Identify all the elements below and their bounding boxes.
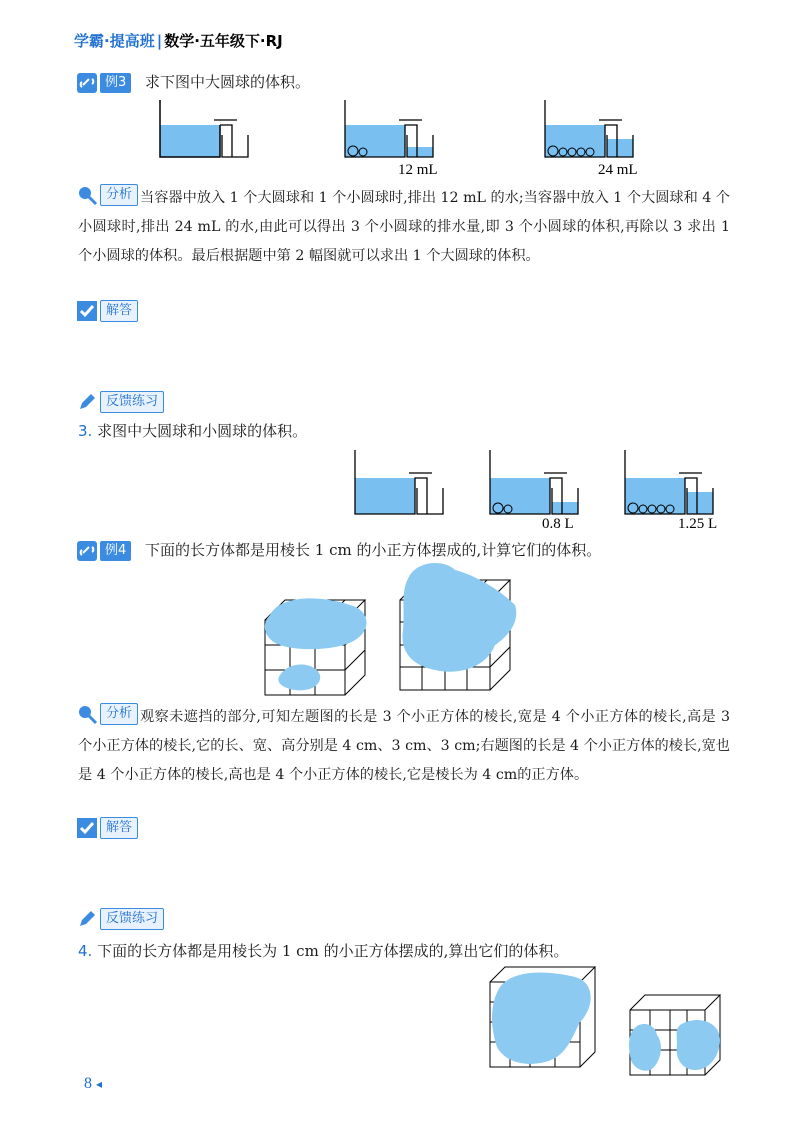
practice4-cuboid-right (625, 985, 735, 1080)
example4-tag (76, 540, 131, 562)
practice3-question (78, 420, 307, 442)
pencil-icon (76, 391, 98, 413)
example3-label-2: 24 mL (598, 162, 638, 178)
practice4-question (78, 940, 568, 962)
example3-label-1: 12 mL (398, 162, 438, 178)
practice4-tag (76, 908, 164, 930)
example4-analysis: 观察未遮挡的部分,可知左题图的长是 3 个小正方体的棱长,宽是 4 个小正方体的棱长,高是 3 个小正方体的棱长,它的长、宽、高分别是 4 cm、3 cm、3 cm;右题图的长是 4 个小正方体的棱长,宽也是 4 个小正方体的棱长,高也是 4 个小正方体的棱长,它是棱长为 4 cm的正方体。 (78, 709, 730, 783)
left-arrow-icon: ◂ (96, 1077, 103, 1091)
practice3-label-2: 1.25 L (678, 516, 718, 532)
example4-question: 下面的长方体都是用棱长 1 cm 的小正方体摆成的,计算它们的体积。 (145, 541, 602, 559)
practice-label: 反馈练习 (100, 391, 164, 413)
example4-answer-tag (76, 817, 138, 839)
example3-container-2 (335, 95, 445, 165)
example3-container-1 (150, 95, 260, 165)
example4-cuboid-left (260, 590, 390, 700)
page-number (84, 1075, 102, 1093)
example3-label: 例3 (100, 73, 131, 93)
subject-title: 数学·五年级下·RJ (164, 32, 283, 50)
page-header (74, 30, 283, 51)
practice3-container-1 (345, 445, 455, 515)
analysis-label: 分析 (100, 184, 138, 206)
practice4-cuboid-left (485, 962, 605, 1072)
question-number: 4. (78, 942, 93, 960)
practice3-tag (76, 391, 164, 413)
example4-cuboid-right (395, 560, 525, 695)
question-text: 求图中大圆球和小圆球的体积。 (97, 422, 308, 440)
example4-label: 例4 (100, 541, 131, 561)
question-number: 3. (78, 422, 93, 440)
brand-name: 学霸 (74, 32, 105, 50)
example3-analysis: 当容器中放入 1 个大圆球和 1 个小圆球时,排出 12 mL 的水;当容器中放入 1 个大圆球和 4 个小圆球时,排出 24 mL 的水,由此可以得出 3 个小圆球的排水量,即 3 个小圆球的体积,再除以 3 求出 1 个小圆球的体积。最后根据题中第 2 幅图就可以求出 1 个大圆球的体积。 (78, 190, 730, 264)
page-number-text: 8 (84, 1075, 92, 1092)
analysis-label: 分析 (100, 703, 138, 725)
link-icon (76, 72, 98, 94)
answer-label: 解答 (100, 817, 138, 839)
check-icon (76, 300, 98, 322)
example3-question: 求下图中大圆球的体积。 (145, 73, 311, 91)
example3-tag (76, 72, 131, 94)
course-name: ·提高班 (104, 32, 155, 50)
header-separator: | (156, 32, 163, 50)
practice3-label-1: 0.8 L (542, 516, 574, 532)
example3-container-3 (535, 95, 645, 165)
practice3-container-2 (480, 445, 590, 515)
practice-label: 反馈练习 (100, 908, 164, 930)
practice3-container-3 (615, 445, 725, 515)
question-text: 下面的长方体都是用棱长为 1 cm 的小正方体摆成的,算出它们的体积。 (97, 942, 569, 960)
example3-answer-tag (76, 300, 138, 322)
link-icon (76, 540, 98, 562)
check-icon (76, 817, 98, 839)
pencil-icon (76, 908, 98, 930)
answer-label: 解答 (100, 300, 138, 322)
